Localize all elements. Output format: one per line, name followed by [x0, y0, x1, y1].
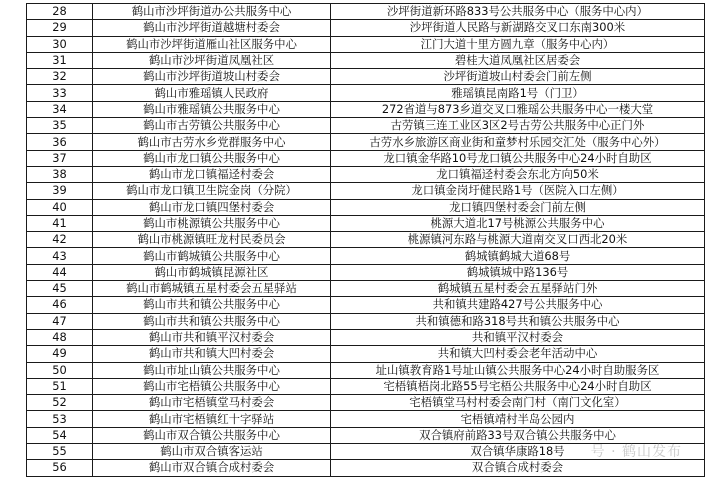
address-cell: 碧桂大道凤凰社区居委会 [331, 52, 705, 68]
table-row [27, 329, 705, 345]
row-number-cell: 41 [27, 215, 93, 231]
service-point-name-cell: 鹤山市龙口镇福迳村委会 [93, 166, 331, 182]
row-number-cell: 37 [27, 150, 93, 166]
service-point-name-cell: 鹤山市龙口镇公共服务中心 [93, 150, 331, 166]
row-number-cell: 32 [27, 69, 93, 85]
service-point-name-cell: 鹤山市龙口镇卫生院金岗（分院） [93, 183, 331, 199]
service-point-name-cell: 鹤山市沙坪街道凤凰社区 [93, 52, 331, 68]
service-point-name-cell: 鹤山市宅梧镇公共服务中心 [93, 378, 331, 394]
watermark: 号 · 鹤山发布 [590, 444, 682, 460]
address-cell: 鹤城镇五星村委会五星驿站门外 [331, 281, 705, 297]
address-cell: 沙坪街道人民路与新湖路交叉口东南300米 [331, 20, 705, 36]
table-row [27, 411, 705, 427]
row-number-cell: 54 [27, 427, 93, 443]
table-row [27, 264, 705, 280]
row-number-cell: 44 [27, 264, 93, 280]
address-cell: 龙口镇福迳村委会东北方向50米 [331, 166, 705, 182]
address-cell: 桃源镇河东路与桃源大道南交叉口西北20米 [331, 232, 705, 248]
service-point-name-cell: 鹤山市址山镇公共服务中心 [93, 362, 331, 378]
table-row [27, 362, 705, 378]
table-body [27, 4, 705, 477]
service-point-name-cell: 鹤山市沙坪街道坡山村委会 [93, 69, 331, 85]
table-row [27, 346, 705, 362]
address-cell: 龙口镇四堡村委会门前左侧 [331, 199, 705, 215]
service-point-name-cell: 鹤山市宅梧镇红十字驿站 [93, 411, 331, 427]
table-row [27, 215, 705, 231]
service-point-name-cell: 鹤山市双合镇合成村委会 [93, 460, 331, 476]
address-cell: 古劳水乡旅游区商业街和童梦村乐园交汇处（服务中心外） [331, 134, 705, 150]
address-cell: 双合镇华康路18号 [331, 444, 705, 460]
address-cell: 址山镇教育路1号址山镇公共服务中心24小时自助服务区 [331, 362, 705, 378]
row-number-cell: 30 [27, 36, 93, 52]
row-number-cell: 28 [27, 4, 93, 20]
address-cell: 龙口镇金岗圩健民路1号（医院入口左侧） [331, 183, 705, 199]
service-point-name-cell: 鹤山市鹤城镇昆源社区 [93, 264, 331, 280]
service-point-name-cell: 鹤山市雅瑶镇人民政府 [93, 85, 331, 101]
address-cell: 共和镇平汉村委会 [331, 329, 705, 345]
table-row [27, 69, 705, 85]
service-point-name-cell: 鹤山市共和镇大凹村委会 [93, 346, 331, 362]
address-cell: 共和镇大凹村委会老年活动中心 [331, 346, 705, 362]
row-number-cell: 33 [27, 85, 93, 101]
table-row [27, 460, 705, 476]
row-number-cell: 47 [27, 313, 93, 329]
service-point-name-cell: 鹤山市桃源镇旺龙村民委员会 [93, 232, 331, 248]
table-row [27, 134, 705, 150]
service-point-name-cell: 鹤山市共和镇公共服务中心 [93, 313, 331, 329]
row-number-cell: 45 [27, 281, 93, 297]
table-row [27, 395, 705, 411]
table-row [27, 20, 705, 36]
service-point-name-cell: 鹤山市古劳镇公共服务中心 [93, 118, 331, 134]
service-point-name-cell: 鹤山市古劳水乡党群服务中心 [93, 134, 331, 150]
table-row [27, 427, 705, 443]
service-point-name-cell: 鹤山市鹤城镇公共服务中心 [93, 248, 331, 264]
service-point-name-cell: 鹤山市沙坪街道雁山社区服务中心 [93, 36, 331, 52]
row-number-cell: 53 [27, 411, 93, 427]
service-point-name-cell: 鹤山市共和镇平汉村委会 [93, 329, 331, 345]
address-cell: 古劳镇三连工业区3区2号古劳公共服务中心正门外 [331, 118, 705, 134]
table-row [27, 183, 705, 199]
table-row [27, 101, 705, 117]
service-point-name-cell: 鹤山市桃源镇公共服务中心 [93, 215, 331, 231]
service-point-name-cell: 鹤山市宅梧镇堂马村委会 [93, 395, 331, 411]
table-row [27, 248, 705, 264]
service-point-name-cell: 鹤山市龙口镇四堡村委会 [93, 199, 331, 215]
row-number-cell: 39 [27, 183, 93, 199]
row-number-cell: 51 [27, 378, 93, 394]
address-cell: 沙坪街道坡山村委会门前左侧 [331, 69, 705, 85]
row-number-cell: 46 [27, 297, 93, 313]
table-row [27, 36, 705, 52]
address-cell: 宅梧镇梧岗北路55号宅梧公共服务中心24小时自助区 [331, 378, 705, 394]
row-number-cell: 50 [27, 362, 93, 378]
row-number-cell: 31 [27, 52, 93, 68]
address-cell: 江门大道十里方圆九章（服务中心内） [331, 36, 705, 52]
row-number-cell: 48 [27, 329, 93, 345]
row-number-cell: 29 [27, 20, 93, 36]
address-cell: 双合镇府前路33号双合镇公共服务中心 [331, 427, 705, 443]
row-number-cell: 52 [27, 395, 93, 411]
service-point-name-cell: 鹤山市鹤城镇五星村委会五星驿站 [93, 281, 331, 297]
table-row [27, 85, 705, 101]
service-point-table [26, 3, 705, 477]
row-number-cell: 55 [27, 444, 93, 460]
table-row [27, 281, 705, 297]
row-number-cell: 36 [27, 134, 93, 150]
table-row [27, 4, 705, 20]
row-number-cell: 43 [27, 248, 93, 264]
row-number-cell: 49 [27, 346, 93, 362]
address-cell: 沙坪街道新环路833号公共服务中心（服务中心内） [331, 4, 705, 20]
row-number-cell: 35 [27, 118, 93, 134]
row-number-cell: 38 [27, 166, 93, 182]
table-row [27, 52, 705, 68]
table-row [27, 297, 705, 313]
service-point-name-cell: 鹤山市沙坪街道越塘村委会 [93, 20, 331, 36]
address-cell: 共和镇德和路318号共和镇公共服务中心 [331, 313, 705, 329]
row-number-cell: 40 [27, 199, 93, 215]
table-row [27, 150, 705, 166]
service-point-name-cell: 鹤山市共和镇公共服务中心 [93, 297, 331, 313]
row-number-cell: 34 [27, 101, 93, 117]
table-row [27, 232, 705, 248]
service-point-name-cell: 鹤山市双合镇客运站 [93, 444, 331, 460]
table-row [27, 199, 705, 215]
row-number-cell: 42 [27, 232, 93, 248]
service-point-name-cell: 鹤山市雅瑶镇公共服务中心 [93, 101, 331, 117]
address-cell: 共和镇共建路427号公共服务中心 [331, 297, 705, 313]
address-cell: 宅梧镇堂马村村委会南门村（南门文化室） [331, 395, 705, 411]
address-cell: 鹤城镇城中路136号 [331, 264, 705, 280]
table-row [27, 313, 705, 329]
table-row [27, 166, 705, 182]
address-cell: 272省道与873乡道交叉口雅瑶公共服务中心一楼大堂 [331, 101, 705, 117]
address-cell: 雅瑶镇昆南路1号（门卫） [331, 85, 705, 101]
address-cell: 龙口镇金华路10号龙口镇公共服务中心24小时自助区 [331, 150, 705, 166]
table-row [27, 118, 705, 134]
table-row [27, 444, 705, 460]
address-cell: 鹤城镇鹤城大道68号 [331, 248, 705, 264]
table-row [27, 378, 705, 394]
row-number-cell: 56 [27, 460, 93, 476]
service-point-name-cell: 鹤山市沙坪街道办公共服务中心 [93, 4, 331, 20]
address-cell: 双合镇合成村委会 [331, 460, 705, 476]
address-cell: 宅梧镇靖村半岛公园内 [331, 411, 705, 427]
service-point-name-cell: 鹤山市双合镇公共服务中心 [93, 427, 331, 443]
address-cell: 桃源大道北17号桃源公共服务中心 [331, 215, 705, 231]
